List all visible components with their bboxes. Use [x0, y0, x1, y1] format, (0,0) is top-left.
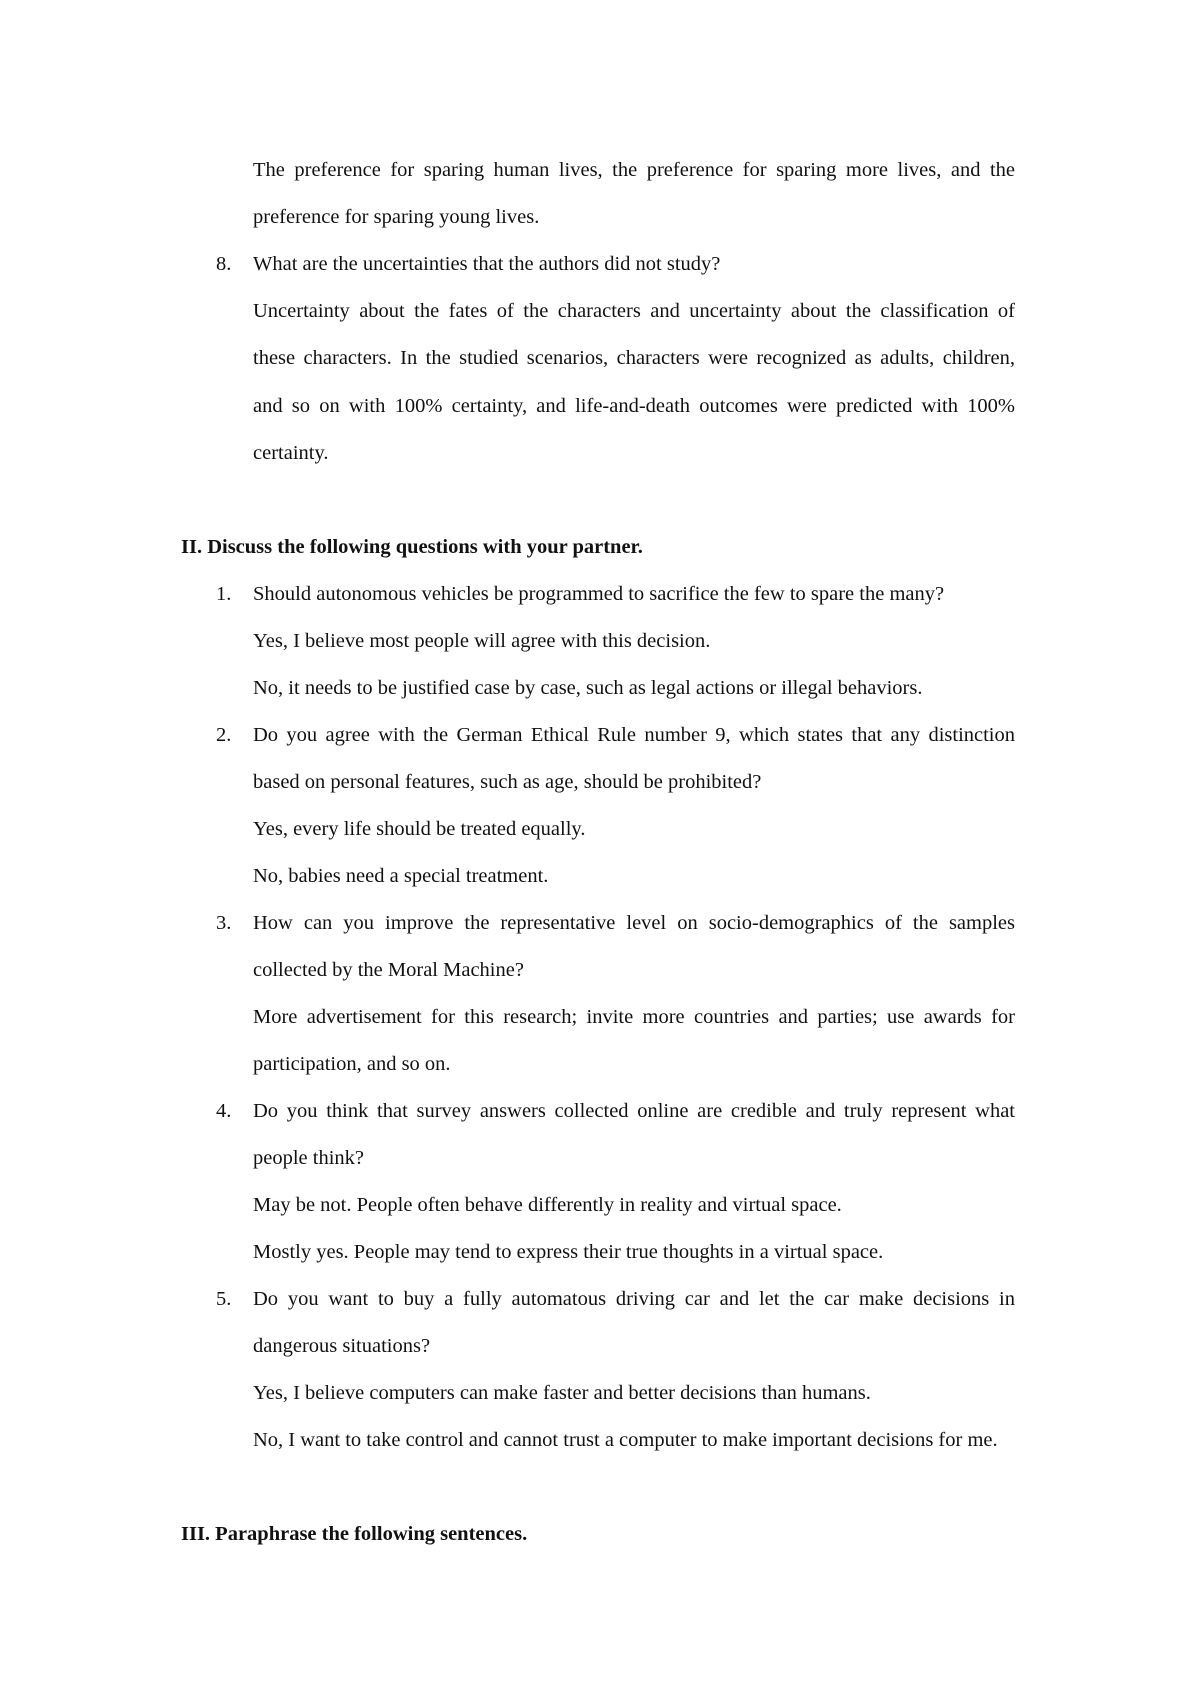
item-2-question-line-2: based on personal features, such as age, should be prohibited? — [253, 771, 762, 793]
section-2-heading: II. Discuss the following questions with your partner. — [181, 536, 643, 558]
item-4-question-line-2: people think? — [253, 1147, 365, 1169]
item-4-answer-1: May be not. People often behave differently in reality and virtual space. — [253, 1194, 842, 1216]
section-3-heading: III. Paraphrase the following sentences. — [181, 1523, 528, 1545]
answer-7-line-2: preference for sparing young lives. — [253, 206, 540, 228]
answer-8-line-3: and so on with 100% certainty, and life-and-death outcomes were predicted with 100% — [253, 395, 1015, 417]
item-1-number: 1. — [216, 583, 232, 605]
item-2-answer-2: No, babies need a special treatment. — [253, 865, 549, 887]
item-3-question-line-2: collected by the Moral Machine? — [253, 959, 524, 981]
item-4-number: 4. — [216, 1100, 232, 1122]
item-4-question-line-1: Do you think that survey answers collected online are credible and truly represent what — [253, 1100, 1015, 1122]
item-1-answer-1: Yes, I believe most people will agree with this decision. — [253, 630, 711, 652]
question-8-number: 8. — [216, 253, 232, 275]
item-3-answer-2: participation, and so on. — [253, 1053, 451, 1075]
answer-8-line-2: these characters. In the studied scenarios, characters were recognized as adults, children, — [253, 347, 1015, 369]
item-5-answer-2: No, I want to take control and cannot trust a computer to make important decisions for me. — [253, 1429, 998, 1451]
item-1-answer-2: No, it needs to be justified case by case, such as legal actions or illegal behaviors. — [253, 677, 923, 699]
question-8-text: What are the uncertainties that the authors did not study? — [253, 253, 721, 275]
answer-8-line-1: Uncertainty about the fates of the characters and uncertainty about the classification of — [253, 300, 1015, 322]
item-3-number: 3. — [216, 912, 232, 934]
item-1-question-line-1: Should autonomous vehicles be programmed to sacrifice the few to spare the many? — [253, 583, 945, 605]
item-5-number: 5. — [216, 1288, 232, 1310]
item-2-number: 2. — [216, 724, 232, 746]
item-2-answer-1: Yes, every life should be treated equally. — [253, 818, 586, 840]
item-3-question-line-1: How can you improve the representative level on socio-demographics of the samples — [253, 912, 1015, 934]
item-5-answer-1: Yes, I believe computers can make faster and better decisions than humans. — [253, 1382, 871, 1404]
answer-7-line-1: The preference for sparing human lives, the preference for sparing more lives, and the — [253, 159, 1015, 181]
item-5-question-line-1: Do you want to buy a fully automatous driving car and let the car make decisions in — [253, 1288, 1015, 1310]
item-2-question-line-1: Do you agree with the German Ethical Rule number 9, which states that any distinction — [253, 724, 1015, 746]
answer-8-line-4: certainty. — [253, 442, 329, 464]
item-3-answer-1: More advertisement for this research; invite more countries and parties; use awards for — [253, 1006, 1015, 1028]
item-4-answer-2: Mostly yes. People may tend to express their true thoughts in a virtual space. — [253, 1241, 884, 1263]
item-5-question-line-2: dangerous situations? — [253, 1335, 431, 1357]
